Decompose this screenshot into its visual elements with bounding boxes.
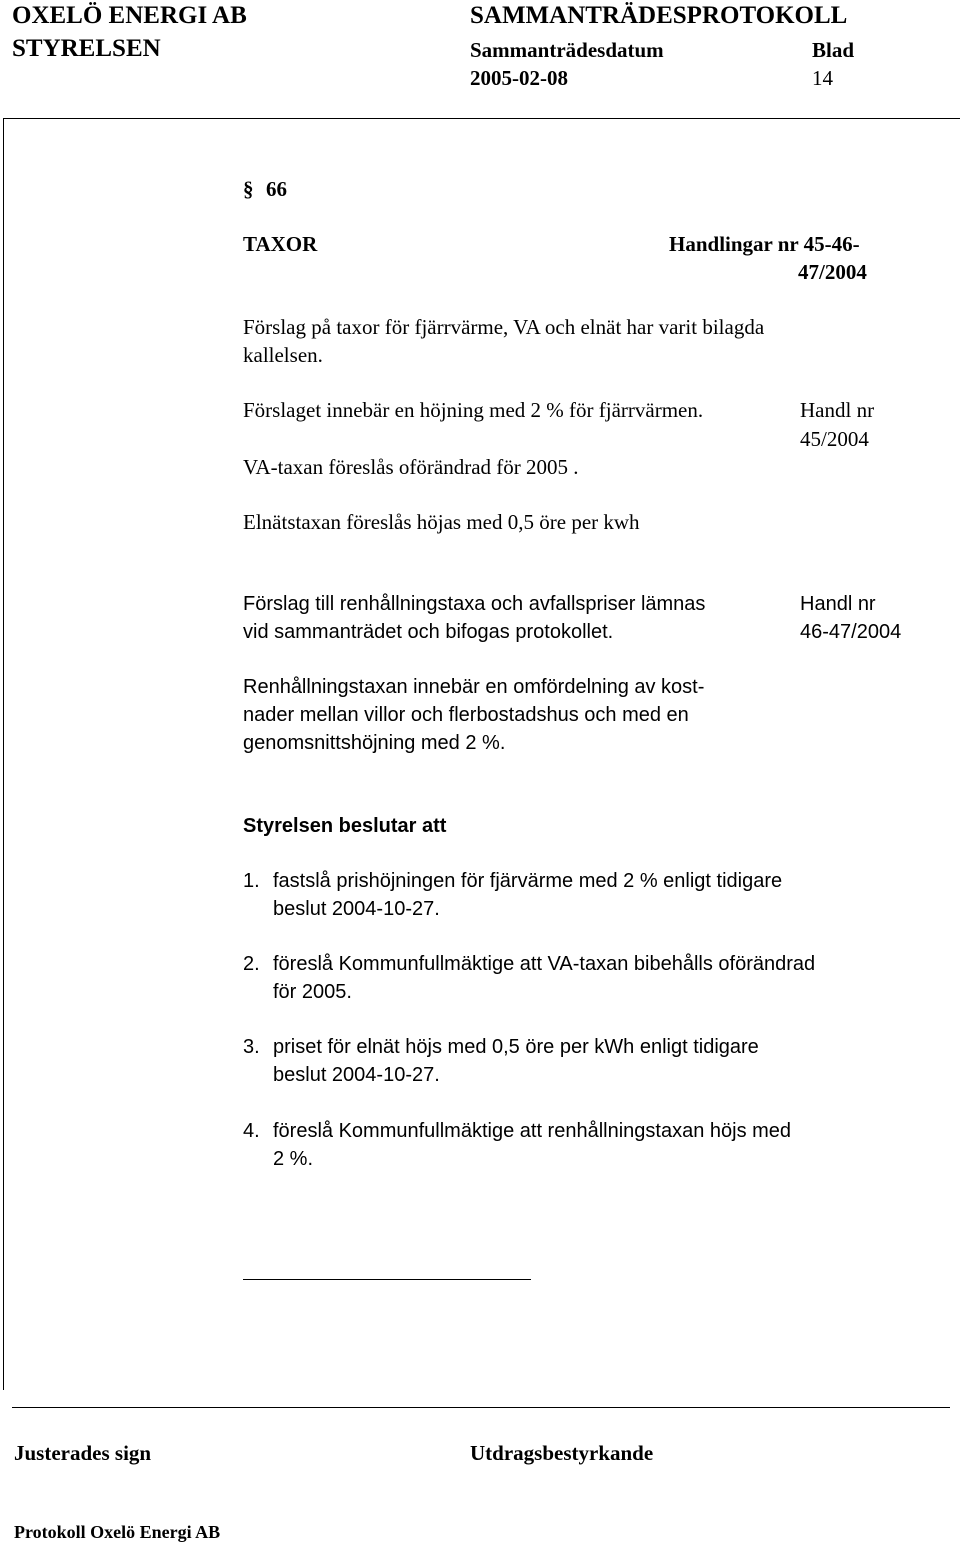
waste-proposal-line2: vid sammanträdet och bifogas protokollet. — [243, 621, 614, 643]
intro-line1: Förslag på taxor för fjärrvärme, VA och elnät har varit bilagda — [243, 315, 765, 339]
decision-item-4-line2: 2 %. — [273, 1148, 314, 1170]
ref2-label: Handl nr — [800, 593, 876, 615]
waste-tariff-line3: genomsnittshöjning med 2 %. — [243, 732, 506, 754]
decision-item-1-line2: beslut 2004-10-27. — [273, 898, 440, 920]
waste-tariff-line2: nader mellan villor och flerbostadshus och med en — [243, 704, 689, 726]
decision-item-3-line1: priset för elnät höjs med 0,5 öre per kWh enligt tidigare — [273, 1036, 759, 1058]
left-margin-rule — [3, 118, 4, 1390]
board-name: STYRELSEN — [12, 35, 161, 62]
decision-item-2-num: 2. — [243, 953, 260, 975]
decision-item-2-line2: för 2005. — [273, 981, 352, 1003]
section-ref-line1: Handlingar nr 45-46- — [669, 232, 860, 256]
decision-item-1-num: 1. — [243, 870, 260, 892]
ref2-number: 46-47/2004 — [800, 621, 902, 643]
decision-item-4-num: 4. — [243, 1120, 260, 1142]
date-label: Sammanträdesdatum — [470, 38, 664, 62]
section-number: 66 — [266, 177, 287, 201]
decision-item-1-line1: fastslå prishöjningen för fjärvärme med 2 % enligt tidigare — [273, 870, 783, 892]
section-title: TAXOR — [243, 232, 318, 256]
meeting-date: 2005-02-08 — [470, 66, 568, 90]
ref1-label: Handl nr — [800, 398, 875, 422]
protocol-footer-label: Protokoll Oxelö Energi AB — [14, 1522, 221, 1542]
decision-item-2-line1: föreslå Kommunfullmäktige att VA-taxan bibehålls oförändrad — [273, 953, 816, 975]
ref1-number: 45/2004 — [800, 427, 869, 451]
decision-item-3-line2: beslut 2004-10-27. — [273, 1064, 440, 1086]
page-number: 14 — [812, 66, 833, 90]
section-end-rule — [243, 1279, 531, 1280]
electricity-tariff-text: Elnätstaxan föreslås höjas med 0,5 öre per kwh — [243, 510, 640, 534]
extract-certification-label: Utdragsbestyrkande — [470, 1441, 654, 1465]
section-symbol: § — [243, 177, 254, 201]
sign-label: Justerades sign — [14, 1441, 152, 1465]
org-name: OXELÖ ENERGI AB — [12, 2, 247, 29]
doc-type: SAMMANTRÄDESPROTOKOLL — [470, 2, 848, 29]
footer-rule — [12, 1407, 950, 1408]
page-label: Blad — [812, 38, 855, 62]
water-tariff-text: VA-taxan föreslås oförändrad för 2005 . — [243, 455, 579, 479]
intro-line2: kallelsen. — [243, 343, 323, 367]
decision-heading: Styrelsen beslutar att — [243, 815, 447, 837]
header-rule — [3, 118, 960, 119]
district-heating-text: Förslaget innebär en höjning med 2 % för fjärrvärmen. — [243, 398, 704, 422]
waste-proposal-line1: Förslag till renhållningstaxa och avfallspriser lämnas — [243, 593, 706, 615]
decision-item-3-num: 3. — [243, 1036, 260, 1058]
waste-tariff-line1: Renhållningstaxan innebär en omfördelning av kost- — [243, 676, 705, 698]
section-ref-line2: 47/2004 — [798, 260, 867, 284]
decision-item-4-line1: föreslå Kommunfullmäktige att renhållningstaxan höjs med — [273, 1120, 792, 1142]
